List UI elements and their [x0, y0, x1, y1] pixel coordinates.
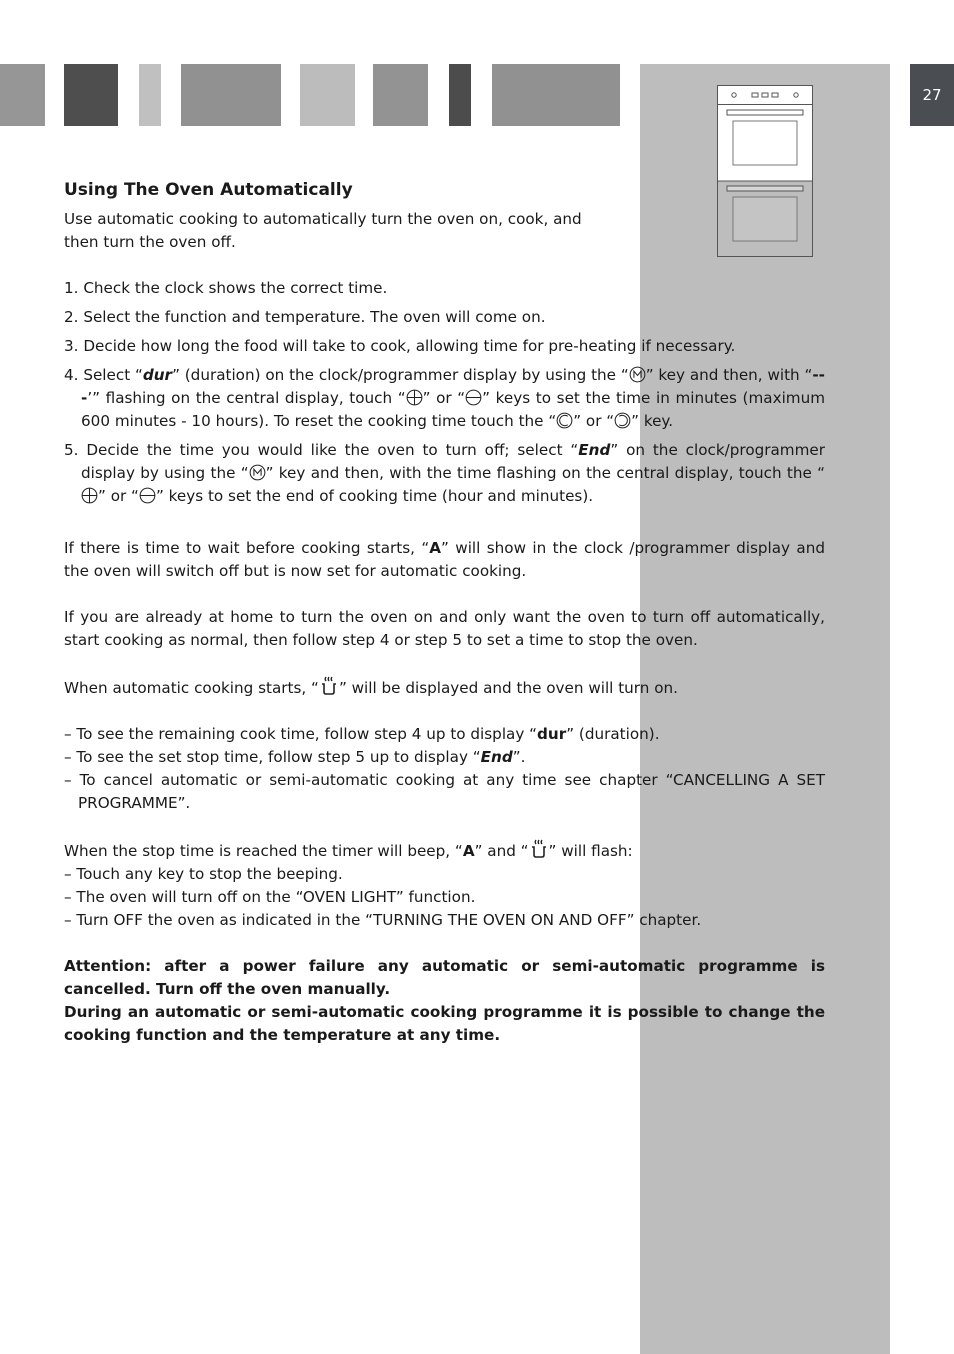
- stop-item-2: – The oven will turn off on the “OVEN LIGHT” function.: [64, 888, 476, 906]
- minus-key-icon: [139, 487, 156, 504]
- header-block-7: [449, 64, 471, 126]
- step-4: 4. Select “dur” (duration) on the clock/programmer display by using the “ ” key and then, with “---’” flashing on the central display, touch “ ” or “ ” keys to set the time in minutes (maximum 600 minutes - 10 hours). To reset the cooking time touch the “ ” or “ ” key.: [64, 366, 825, 430]
- page-number: 27: [910, 64, 954, 126]
- m-key-icon: [629, 366, 646, 383]
- header-block-8: [492, 64, 620, 126]
- attention-change-function: During an automatic or semi-automatic cooking programme it is possible to change the cooking function and the temperature at any time.: [64, 1003, 825, 1044]
- header-block-4: [181, 64, 281, 126]
- tip-cancel: – To cancel automatic or semi-automatic cooking at any time see chapter “CANCELLING A SET PROGRAMME”.: [64, 771, 825, 812]
- tip-remaining-time: – To see the remaining cook time, follow step 4 up to display “dur” (duration).: [64, 725, 660, 743]
- step-3: 3. Decide how long the food will take to cook, allowing time for pre-heating if necessary.: [64, 337, 736, 355]
- plus-key-icon: [406, 389, 423, 406]
- header-block-5: [300, 64, 355, 126]
- starts-paragraph: When automatic cooking starts, “ ” will be displayed and the oven will turn on.: [64, 675, 825, 700]
- step-5: 5. Decide the time you would like the oven to turn off; select “End” on the clock/programmer display by using the “ ” key and then, with the time flashing on the central display, touch the “ ” or “ ” keys to set the end of cooking time (hour and minutes).: [64, 441, 826, 505]
- steaming-pot-icon: [529, 838, 549, 860]
- stop-item-1: – Touch any key to stop the beeping.: [64, 865, 343, 883]
- wait-paragraph: If there is time to wait before cooking starts, “A” will show in the clock /programmer display and the oven will switch off but is now set for automatic cooking.: [64, 539, 825, 580]
- header-block-2: [64, 64, 118, 126]
- header-block-6: [373, 64, 428, 126]
- steps-list: [64, 277, 825, 508]
- plus-key-icon: [81, 487, 98, 504]
- home-paragraph: If you are already at home to turn the oven on and only want the oven to turn off automatically, start cooking as normal, then follow step 4 or step 5 to set a time to stop the oven.: [64, 608, 825, 649]
- step-1: 1. Check the clock shows the correct time.: [64, 279, 388, 297]
- header-block-1: [0, 64, 45, 126]
- attention-power-failure: Attention: after a power failure any automatic or semi-automatic programme is cancelled. Turn off the oven manually.: [64, 957, 825, 998]
- steaming-pot-icon: [319, 675, 339, 697]
- intro-text: Use automatic cooking to automatically turn the oven on, cook, and then turn the oven off.: [64, 210, 582, 251]
- step-2: 2. Select the function and temperature. The oven will come on.: [64, 308, 546, 326]
- cook-key-icon: [556, 412, 573, 429]
- stop-intro: When the stop time is reached the timer will beep, “A” and “ ” will flash:: [64, 838, 825, 863]
- section-title: Using The Oven Automatically: [64, 180, 353, 200]
- header-block-3: [139, 64, 161, 126]
- main-content: [64, 178, 825, 1047]
- stop-item-3: – Turn OFF the oven as indicated in the “TURNING THE OVEN ON AND OFF” chapter.: [64, 911, 702, 929]
- m-key-icon: [249, 464, 266, 481]
- tip-stop-time: – To see the set stop time, follow step 5 up to display “End”.: [64, 748, 526, 766]
- minus-key-icon: [465, 389, 482, 406]
- cook-key-icon: [614, 412, 631, 429]
